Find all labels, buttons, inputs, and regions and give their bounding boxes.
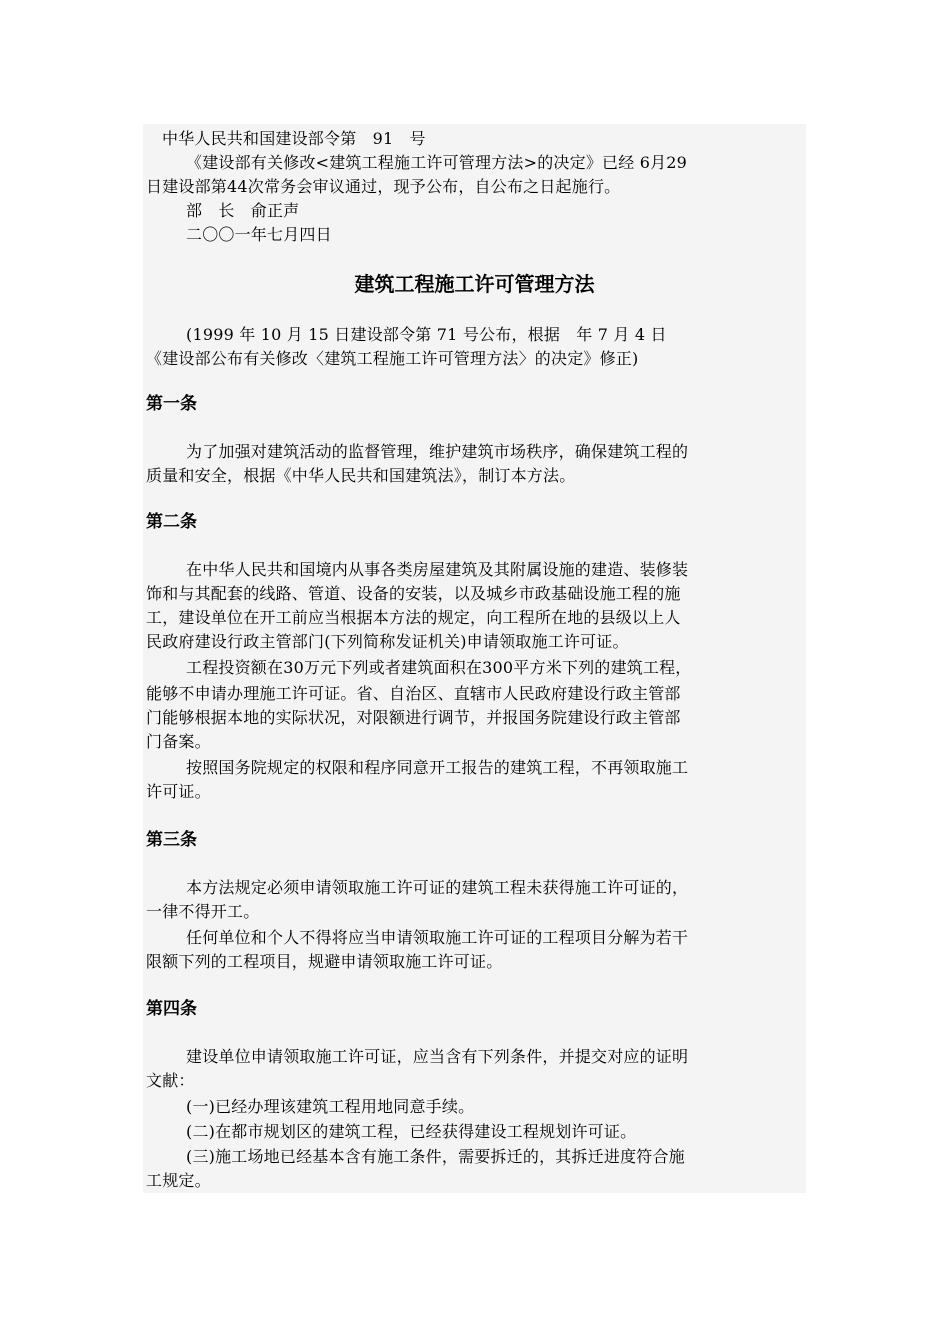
article-heading: 第四条 <box>146 999 197 1019</box>
decree-signatory: 部 长 俞正声 <box>186 201 300 220</box>
article-text-line: 在中华人民共和国境内从事各类房屋建筑及其附属设施的建造、装修装 <box>186 560 689 579</box>
article-text-line: 建设单位申请领取施工许可证，应当含有下列条件，并提交对应的证明 <box>186 1047 689 1066</box>
article-text-line: 门备案。 <box>146 732 211 751</box>
article-text-line: 能够不申请办理施工许可证。省、自治区、直辖市人民政府建设行政主管部 <box>146 684 681 703</box>
decree-number: 中华人民共和国建设部令第 91 号 <box>162 129 426 148</box>
article-text-line: 质量和安全，根据《中华人民共和国建筑法》，制订本方法。 <box>146 466 576 485</box>
article-text-line: 工规定。 <box>146 1171 211 1190</box>
article-text-line: 工，建设单位在开工前应当根据本方法的规定，向工程所在地的县级以上人 <box>146 608 681 627</box>
subtitle-line: 《建设部公布有关修改〈建筑工程施工许可管理方法〉的决定》修正) <box>146 349 639 368</box>
article-text-line: 饰和与其配套的线路、管道、设备的安装，以及城乡市政基础设施工程的施 <box>146 584 681 603</box>
decree-text-line: 《建设部有关修改<建筑工程施工许可管理方法>的决定》已经 6月29 <box>186 153 688 172</box>
article-text-line: 民政府建设行政主管部门(下列简称发证机关)申请领取施工许可证。 <box>146 632 629 651</box>
article-text-line: 工程投资额在30万元下列或者建筑面积在300平方米下列的建筑工程， <box>186 658 692 677</box>
article-text-line: (二)在都市规划区的建筑工程，已经获得建设工程规划许可证。 <box>186 1122 637 1141</box>
article-heading: 第二条 <box>146 512 197 532</box>
article-text-line: 一律不得开工。 <box>146 902 260 921</box>
subtitle-line: (1999 年 10 月 15 日建设部令第 71 号公布，根据 年 7 月 4 日 <box>186 325 667 344</box>
document-title: 建筑工程施工许可管理方法 <box>354 272 595 296</box>
article-text-line: 文献： <box>146 1071 195 1090</box>
decree-date: 二〇〇一年七月四日 <box>186 225 332 244</box>
article-text-line: 任何单位和个人不得将应当申请领取施工许可证的工程项目分解为若干 <box>186 928 689 947</box>
article-text-line: (一)已经办理该建筑工程用地同意手续。 <box>186 1097 475 1116</box>
article-text-line: 限额下列的工程项目，规避申请领取施工许可证。 <box>146 952 503 971</box>
article-heading: 第一条 <box>146 394 197 414</box>
article-text-line: 为了加强对建筑活动的监督管理，维护建筑市场秩序，确保建筑工程的 <box>186 442 689 461</box>
decree-text-line: 日建设部第44次常务会审议通过，现予公布，自公布之日起施行。 <box>146 177 621 196</box>
article-text-line: 许可证。 <box>146 782 211 801</box>
article-text-line: 本方法规定必须申请领取施工许可证的建筑工程未获得施工许可证的， <box>186 878 689 897</box>
article-text-line: 按照国务院规定的权限和程序同意开工报告的建筑工程，不再领取施工 <box>186 758 689 777</box>
article-text-line: (三)施工场地已经基本含有施工条件，需要拆迁的，其拆迁进度符合施 <box>186 1147 685 1166</box>
article-text-line: 门能够根据本地的实际状况，对限额进行调节，并报国务院建设行政主管部 <box>146 708 681 727</box>
article-heading: 第三条 <box>146 830 197 850</box>
